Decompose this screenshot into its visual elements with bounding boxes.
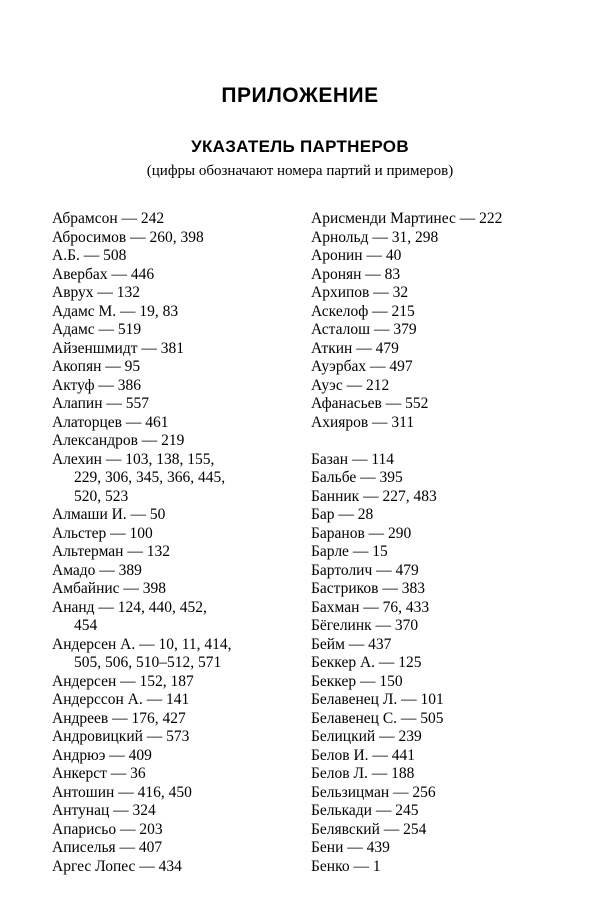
- index-entry: Архипов — 32: [311, 284, 409, 301]
- index-entry: Антошин — 416, 450: [52, 783, 192, 801]
- index-entry: Альстер — 100: [52, 524, 153, 542]
- index-entry: Аткин — 479: [311, 339, 399, 357]
- index-entry: Белов Л. — 188: [311, 765, 415, 782]
- index-entry: А.Б. — 508: [52, 247, 127, 264]
- index-entry: Адамс М. — 19, 83: [52, 302, 179, 320]
- index-entry: Альтерман — 132: [52, 543, 170, 560]
- index-entry: Бастриков — 383: [311, 580, 425, 597]
- index-entry: Бенко — 1: [311, 857, 381, 875]
- index-entry: Антунац — 324: [52, 802, 156, 819]
- index-entry-continuation: 229, 306, 345, 366, 445,: [74, 469, 226, 486]
- index-entry: Бар — 28: [311, 506, 374, 523]
- index-entry: Белов И. — 441: [311, 746, 416, 764]
- index-entry-continuation: 520, 523: [74, 487, 129, 505]
- index-entry: Бени — 439: [311, 839, 390, 856]
- index-entry: Беккер — 150: [311, 672, 403, 690]
- index-column-right: [311, 210, 571, 876]
- index-entry: Андерссон А. — 141: [52, 691, 190, 708]
- index-entry: Аронин — 40: [311, 247, 402, 264]
- index-entry: Александров — 219: [52, 432, 185, 449]
- index-entry: Бартолич — 479: [311, 561, 419, 579]
- index-entry: Беккер А. — 125: [311, 654, 422, 671]
- index-column-left: [52, 210, 292, 876]
- index-entry-continuation: 505, 506, 510–512, 571: [74, 654, 222, 671]
- index-entry: Алехин — 103, 138, 155,: [52, 450, 215, 468]
- page-title: ПРИЛОЖЕНИЕ: [221, 84, 379, 107]
- index-entry: Бальбе — 395: [311, 469, 403, 486]
- index-entry: Барле — 15: [311, 543, 388, 560]
- index-entry: Аскелоф — 215: [311, 302, 415, 320]
- index-entry: Абрамсон — 242: [52, 210, 165, 227]
- index-entry: Белавенец С. — 505: [311, 709, 444, 727]
- index-entry: Асталош — 379: [311, 321, 417, 338]
- index-entry: Анкерст — 36: [52, 765, 146, 782]
- index-entry: Арисменди Мартинес — 222: [311, 210, 503, 227]
- index-entry: Андерсен А. — 10, 11, 414,: [52, 635, 232, 653]
- index-entry-continuation: 454: [74, 617, 98, 634]
- index-note: (цифры обозначают номера партий и примеров): [146, 163, 454, 179]
- index-entry: Авербах — 446: [52, 265, 155, 283]
- index-entry: Амбайнис — 398: [52, 580, 167, 597]
- index-entry: Андерсен — 152, 187: [52, 672, 194, 690]
- index-entry: Банник — 227, 483: [311, 487, 437, 505]
- index-entry: Абросимов — 260, 398: [52, 228, 204, 246]
- index-entry: Арнольд — 31, 298: [311, 228, 439, 246]
- index-entry: Бахман — 76, 433: [311, 598, 430, 616]
- index-entry: Белькади — 245: [311, 802, 419, 819]
- index-entry: Базан — 114: [311, 450, 395, 468]
- index-entry: Бёгелинк — 370: [311, 617, 419, 634]
- index-entry: Алапин — 557: [52, 395, 149, 412]
- index-entry: Ананд — 124, 440, 452,: [52, 598, 207, 616]
- index-entry: Бейм — 437: [311, 635, 392, 653]
- index-entry: Ауэрбах — 497: [311, 358, 413, 375]
- index-entry: Ауэс — 212: [311, 376, 390, 394]
- index-entry: Белицкий — 239: [311, 728, 422, 745]
- index-entry: Андреев — 176, 427: [52, 709, 186, 727]
- index-heading: УКАЗАТЕЛЬ ПАРТНЕРОВ: [191, 137, 409, 156]
- index-entry: Андровицкий — 573: [52, 728, 190, 745]
- index-entry: Акопян — 95: [52, 358, 141, 375]
- index-entry: Аврух — 132: [52, 284, 141, 301]
- index-entry: Афанасьев — 552: [311, 395, 429, 412]
- index-entry: Аргес Лопес — 434: [52, 857, 182, 875]
- index-entry: Ахияров — 311: [311, 413, 415, 431]
- index-entry: Актуф — 386: [52, 376, 141, 394]
- letter-group-gap: [311, 432, 571, 451]
- index-entry: Баранов — 290: [311, 524, 412, 542]
- index-entry: Амадо — 389: [52, 561, 142, 579]
- index-entry: Бельзицман — 256: [311, 783, 436, 801]
- index-entry: Адамс — 519: [52, 321, 142, 338]
- index-entry: Аронян — 83: [311, 265, 401, 283]
- index-entry: Аписелья — 407: [52, 839, 163, 856]
- index-entry: Андрюэ — 409: [52, 746, 152, 764]
- index-entry: Апарисьо — 203: [52, 820, 163, 838]
- index-entry: Алмаши И. — 50: [52, 506, 166, 523]
- index-entry: Белявский — 254: [311, 820, 427, 838]
- index-entry: Айзеншмидт — 381: [52, 339, 184, 357]
- index-entry: Белавенец Л. — 101: [311, 691, 444, 708]
- index-entry: Алаторцев — 461: [52, 413, 169, 431]
